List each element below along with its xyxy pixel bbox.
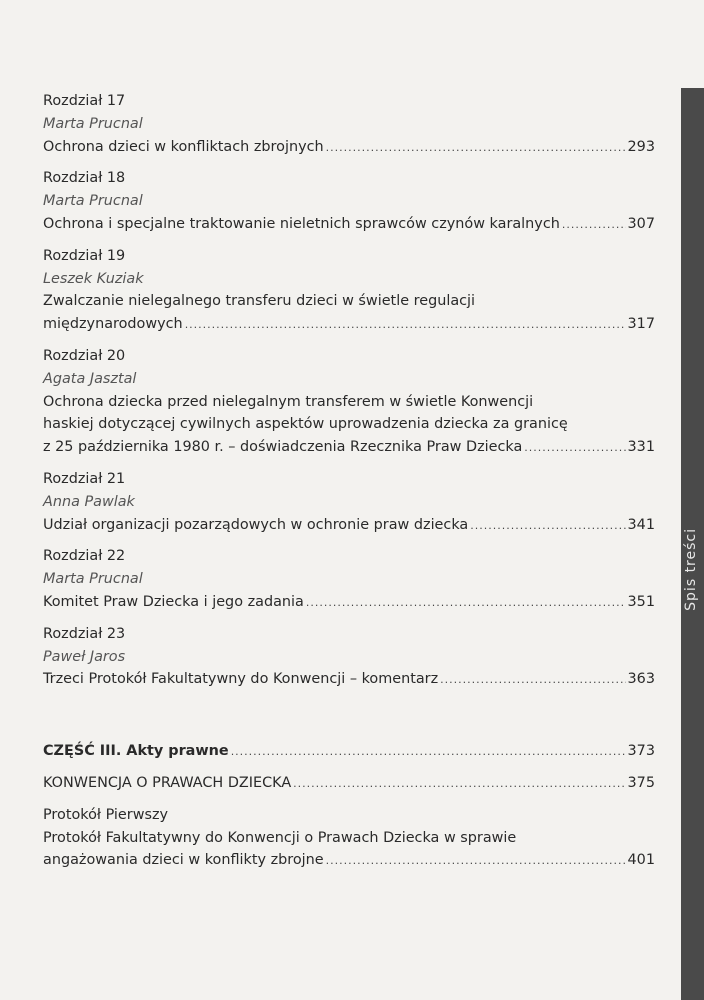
chapter-entry[interactable] [43, 167, 655, 236]
chapter-heading: Rozdział 17 [43, 93, 126, 109]
chapter-page-number: 307 [627, 215, 655, 232]
chapter-entry[interactable] [43, 623, 655, 692]
legal-act-heading: Protokół Pierwszy [43, 806, 169, 823]
chapter-entry[interactable] [43, 468, 655, 537]
chapter-entry[interactable] [43, 545, 655, 614]
leader-dots [562, 214, 626, 237]
chapter-title: Komitet Praw Dziecka i jego zadania [43, 593, 304, 610]
chapter-author: Marta Prucnal [43, 115, 143, 132]
chapter-title: Ochrona dzieci w konfliktach zbrojnych [43, 138, 324, 155]
chapter-title-last-line [43, 668, 655, 692]
chapter-author: Marta Prucnal [43, 571, 143, 588]
part3-title-line [43, 740, 655, 764]
leader-dots [306, 592, 626, 615]
chapter-title: Trzeci Protokół Fakultatywny do Konwencji – komentarz [43, 671, 439, 688]
legal-act-entry[interactable] [43, 772, 655, 796]
chapter-author: Paweł Jaros [43, 648, 126, 665]
table-of-contents [43, 90, 655, 881]
chapter-title: Udział organizacji pozarządowych w ochronie praw dziecka [43, 516, 469, 533]
chapter-page-number: 363 [627, 671, 655, 688]
leader-dots [231, 741, 626, 764]
legal-act-title-last-line [43, 772, 655, 796]
chapter-author: Agata Jasztal [43, 370, 137, 387]
chapter-heading: Rozdział 21 [43, 470, 126, 487]
legal-act-entry[interactable] [43, 804, 655, 873]
part3-title: CZĘŚĆ III. Akty prawne [43, 743, 229, 760]
chapter-author: Marta Prucnal [43, 193, 143, 210]
leader-dots [293, 773, 625, 796]
legal-act-title: KONWENCJA O PRAWACH DZIECKA [43, 774, 292, 791]
chapter-heading: Rozdział 18 [43, 170, 126, 187]
chapter-author: Anna Pawlak [43, 493, 135, 510]
chapter-heading: Rozdział 19 [43, 247, 126, 264]
leader-dots [326, 850, 626, 873]
leader-dots [440, 669, 625, 692]
chapter-author: Leszek Kuziak [43, 270, 144, 287]
leader-dots [185, 314, 626, 337]
chapter-heading: Rozdział 22 [43, 548, 126, 565]
chapter-title-last-line [43, 514, 655, 538]
chapter-title-last-line [43, 136, 655, 160]
legal-act-page-number: 375 [627, 774, 655, 791]
part-gap [43, 700, 655, 740]
chapter-page-number: 331 [627, 439, 655, 456]
chapter-title-line: haskiej dotyczącej cywilnych aspektów uprowadzenia dziecka za granicę [43, 416, 568, 433]
chapter-entry[interactable] [43, 245, 655, 337]
chapter-title: międzynarodowych [43, 316, 183, 333]
chapter-title: z 25 października 1980 r. – doświadczenia Rzecznika Praw Dziecka [43, 439, 523, 456]
side-tab-label: Spis treści [683, 528, 699, 611]
chapter-title-last-line [43, 213, 655, 237]
leader-dots [524, 437, 625, 460]
chapter-page-number: 293 [627, 138, 655, 155]
leader-dots [326, 137, 626, 160]
side-tab [681, 88, 704, 1000]
chapter-title-last-line [43, 591, 655, 615]
chapter-title-last-line [43, 436, 655, 460]
chapter-list [43, 90, 655, 692]
chapter-title-line: Ochrona dziecka przed nielegalnym transferem w świetle Konwencji [43, 393, 534, 410]
chapter-page-number: 351 [627, 593, 655, 610]
legal-act-title-line: Protokół Fakultatywny do Konwencji o Prawach Dziecka w sprawie [43, 829, 517, 846]
chapter-title-line: Zwalczanie nielegalnego transferu dzieci w świetle regulacji [43, 293, 476, 310]
leader-dots [470, 515, 625, 538]
part3-entry-list [43, 772, 655, 873]
chapter-page-number: 317 [627, 316, 655, 333]
legal-act-title: angażowania dzieci w konflikty zbrojne [43, 852, 324, 869]
chapter-title-last-line [43, 313, 655, 337]
legal-act-page-number: 401 [627, 852, 655, 869]
part3-entry[interactable] [43, 740, 655, 764]
part3-page: 373 [627, 743, 655, 760]
legal-act-title-last-line [43, 849, 655, 873]
chapter-title: Ochrona i specjalne traktowanie nieletnich sprawców czynów karalnych [43, 215, 560, 232]
chapter-entry[interactable] [43, 345, 655, 460]
chapter-heading: Rozdział 23 [43, 625, 126, 642]
chapter-page-number: 341 [627, 516, 655, 533]
chapter-heading: Rozdział 20 [43, 347, 126, 364]
chapter-entry[interactable] [43, 90, 655, 159]
